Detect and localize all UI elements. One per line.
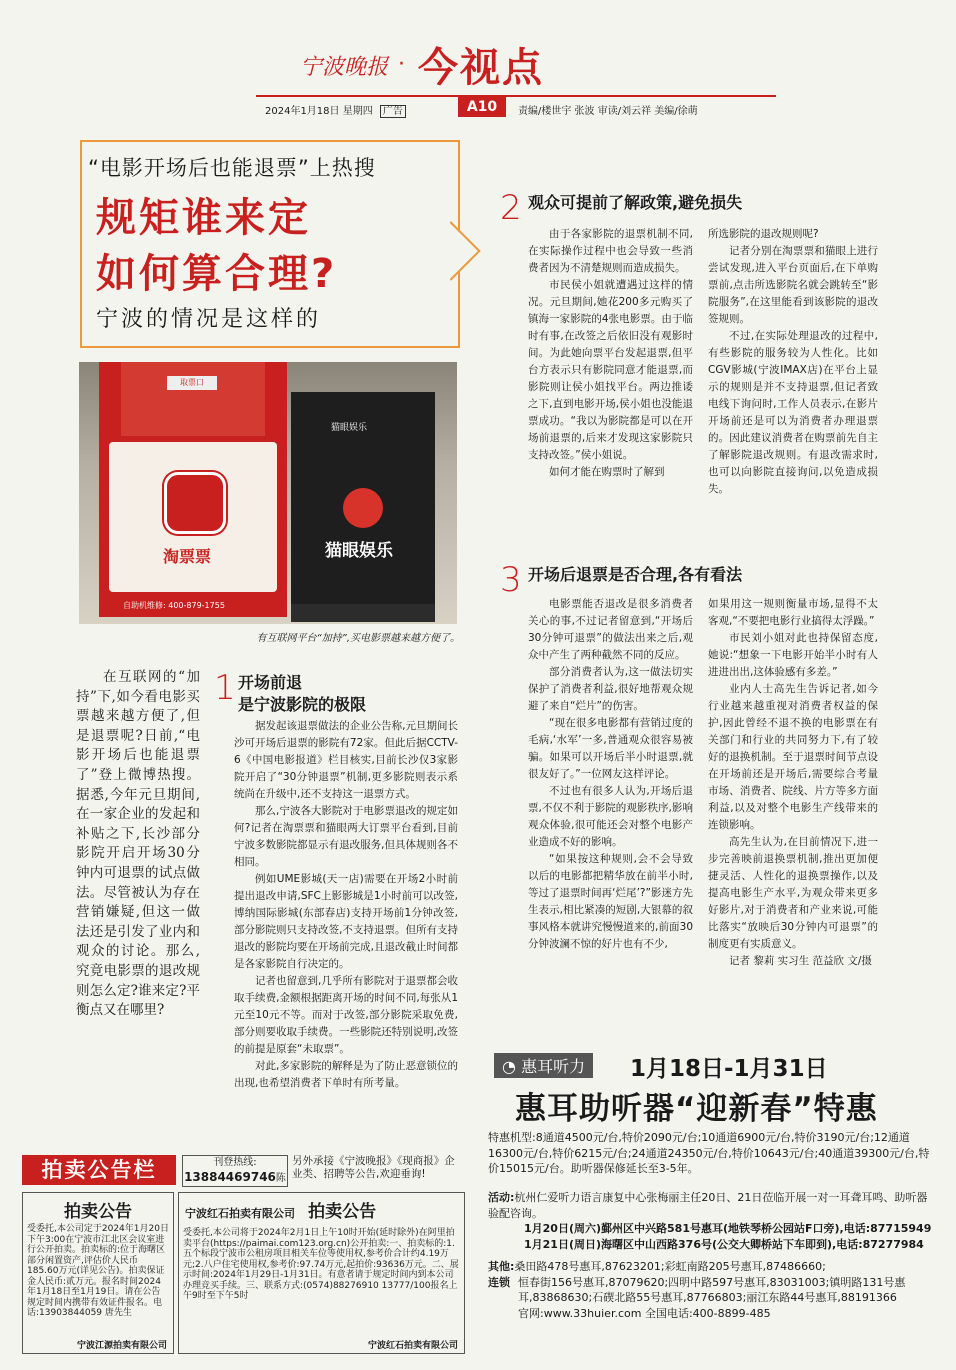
ad-chain-text: 恒春街156号惠耳,87079620;四明中路597号惠耳,83031003;镇明路131号惠耳,83868630;石碶北路55号惠耳,87766803;丽江东路44号惠耳,88191366 [518, 1275, 906, 1304]
section-3-paragraph: 不过也有很多人认为,开场后退票,不仅不利于影院的观影秩序,影响观众体验,很可能还会对整个电影产业造成不好的影响。 [528, 785, 693, 848]
dateline-tag: 广告 [380, 105, 406, 118]
section-3-paragraph: 业内人士高先生告诉记者,如今行业越来越重视对消费者权益的保护,因此曾经不退不换的电影票在有关部门和行业的共同努力下,有了较好的退换机制。至于退票时间节点设在开场前还是开场后,需要综合考量市场、消费者、院线、片方等多方面利益,以及对整个电影生产线带来的连锁影响。 [708, 683, 878, 831]
ad-other-text: 桑田路478号惠耳,87623201;彩虹南路205号惠耳,87486660; [514, 1260, 826, 1273]
section-1-paragraph: 那么,宁波各大影院对于电影票退改的规定如何?记者在淘票票和猫眼两大订票平台看到,目前宁波多数影院都显示有退改服务,但具体规则各不相同。 [234, 805, 458, 868]
masthead-section-title: 今视点 [418, 45, 544, 91]
section-1-title-line2: 是宁波影院的极限 [238, 695, 367, 714]
section-3-paragraph: 如果用这一规则衡量市场,显得不太客观,“不要把电影行业搞得太浮躁。” [708, 598, 878, 627]
section-3-col-a [528, 596, 693, 953]
auction-right-footer: 宁波红石拍卖有限公司 [367, 1341, 458, 1351]
auction-hotline [182, 1155, 288, 1187]
kiosk-left-brand: 淘票票 [163, 547, 212, 566]
lead-paragraph: 在互联网的“加持”下,如今看电影买票越来越方便了,但是退票呢?日前,“电影开场后也能退票了”登上微博热搜。据悉,今年元旦期间,在一家企业的发起和补贴之下,长沙部分影院开启开场30分钟内可退票的试点做法。尽管被认为存在营销嫌疑,但这一做法还是引发了业内和观众的讨论。那么,究竟电影票的退改规则怎么定?谁来定?平衡点又在哪里? [76, 669, 200, 1019]
kiosk-ticket-slot: 取票口 [167, 376, 217, 390]
headline-subhead: 宁波的情况是这样的 [96, 307, 322, 332]
section-2-paragraph: 由于各家影院的退票机制不同,在实际操作过程中也会导致一些消费者因为不清楚规则而造成损失。 [528, 228, 693, 274]
section-2-paragraph: 如何才能在购票时了解到 [549, 466, 665, 478]
auction-right-text: 受委托,本公司将于2024年2月1日上午10时开始(延时除外)在阿里拍卖平台(https://paimai.com123.org.cn)公开拍卖:一、拍卖标的:1.五个标段宁波市公租房项目相关车位等使用权,参考价合计约4.19万元;2.八户住宅使用权,参考价:97.74万元,起拍价:93636万元。二、展示时间:2024年1月29日-1月31日。有意者请于规定时间内到本公司办理竞买手续。三、联系方式:(0574)88276910 13777/100报名上午9时至下午5时 [183, 1228, 459, 1301]
auction-left-text: 受委托,本公司定于2024年1月20日下午3:00在宁波市江北区会议室进行公开拍卖。拍卖标的:位于海曙区部分闲置资产,评估价人民币185.60万元(详见公告)。拍卖保证金人民币:贰万元。报名时间2024年1月18日至1月19日。请在公告规定时间内携带有效证件报名。电话:13903844059 唐先生 [27, 1224, 169, 1318]
ad-other-label: 其他: [488, 1260, 515, 1273]
maoyan-kiosk [291, 392, 435, 622]
ad-brand-name: 惠耳听力 [521, 1057, 586, 1076]
kiosk-right-brand: 猫眼娱乐 [325, 541, 393, 561]
page-number: A10 [458, 97, 506, 117]
ad-price-list: 特惠机型:8通道4500元/台,特价2090元/台;10通道6900元/台,特价3190元/台;12通道16300元/台,特价6215元/台;24通道24350元/台,特价10643元/台;40通道39300元/台,特价15015元/台。助听器保修延长至3-5年。 [488, 1131, 930, 1175]
auction-left-footer: 宁波江源拍卖有限公司 [76, 1341, 167, 1351]
section-2-paragraph: 所选影院的退改规则呢? [708, 228, 819, 240]
ad-event-line: 1月21日(周日)海曙区中山西路376号(公交大卿桥站下车即到),电话:87277984 [524, 1237, 924, 1251]
auction-hotline-label: 刊登热线: [213, 1157, 257, 1168]
dateline [265, 102, 406, 117]
taopiaopiao-logo-icon [164, 472, 226, 534]
masthead-separator: · [398, 52, 405, 77]
auction-left-title: 拍卖公告 [64, 1202, 132, 1222]
article-photo [79, 362, 457, 624]
section-1-number: 1 [214, 668, 236, 708]
editor-credits: 责编/楼世宇 张波 审读/刘云祥 美编/徐萌 [518, 106, 698, 117]
photo-caption: 有互联网平台“加持”,买电影票越来越方便了。 [256, 633, 460, 644]
kiosk-left-footer: 自助机维修: 400-879-1755 [123, 601, 225, 610]
headline-kicker: “电影开场后也能退票”上热搜 [88, 156, 376, 180]
auction-hotline-number: 13884469746 [184, 1170, 276, 1184]
taopiaopiao-kiosk [99, 362, 287, 617]
headline-main-line2: 如何算合理? [96, 251, 338, 297]
masthead-rule [256, 95, 776, 97]
section-2-paragraph: 不过,在实际处理退改的过程中,有些影院的服务较为人性化。比如CGV影城(宁波IMAX店)在平台上显示的规则是并不支持退票,但记者致电线下询问时,工作人员表示,在影片开场前还是可以为消费者办理退票的。因此建议消费者在购票前先自主了解影院退改规则。有退改需求时,也可以向影院直接询问,以免造成损失。 [708, 330, 878, 495]
ad-chain-label: 连锁 [488, 1275, 510, 1289]
section-2-number: 2 [500, 188, 522, 228]
ad-brand-logo [494, 1053, 593, 1078]
auction-right-company: 宁波红石拍卖有限公司 [185, 1207, 295, 1220]
section-1-paragraph: 例如UME影城(天一店)需要在开场2小时前提出退改申请,SFC上影影城是1小时前可以改签,博纳国际影城(东部春店)支持开场前1分钟改签,部分影院则只支持改签,不支持退票。但所有支持退改的影院均要在开场前完成,且退改截止时间都是各家影院自行决定的。 [234, 873, 458, 970]
auction-notice-left [22, 1192, 174, 1354]
section-2-title: 观众可提前了解政策,避免损失 [528, 193, 743, 212]
auction-board-header: 拍卖公告栏 [22, 1155, 176, 1185]
section-1-title-line1: 开场前退 [238, 673, 303, 692]
kiosk-right-top: 猫眼娱乐 [331, 423, 368, 433]
ad-store-list [488, 1259, 938, 1321]
section-2-paragraph: 市民侯小姐就遭遇过这样的情况。元旦期间,她花200多元购买了镇海一家影院的4张电影票。由于临时有事,在改签之后依旧没有观影时间。为此她向票平台发起退票,但平台方表示只有影院同意才能退票,而影院则让侯小姐找平台。两边推诿之下,直到电影开场,侯小姐也没能退票成功。“我以为影院都是可以在开场前退票的,后来才发现这家影院只支持改签。”侯小姐说。 [528, 279, 693, 461]
auction-info: 另外承接《宁波晚报》《现商报》企业类、招聘等公告,欢迎垂询! [292, 1155, 455, 1180]
ad-event-line: 1月20日(周六)鄞州区中兴路581号惠耳(地铁琴桥公园站F口旁),电话:87715949 [524, 1222, 932, 1235]
section-2-paragraph: 记者分别在淘票票和猫眼上进行尝试发现,进入平台页面后,在下单购票前,点击所选影院名就会跳转至“影院服务”,在这里能看到该影院的退改签规则。 [708, 245, 878, 325]
headline-main-line1: 规矩谁来定 [96, 195, 311, 241]
section-3-title: 开场后退票是否合理,各有看法 [528, 565, 743, 584]
section-1-paragraph: 记者也留意到,几乎所有影院对于退票都会收取手续费,金额根据距离开场的时间不同,每张从1元至10元不等。而对于改签,部分影院采取免费,部分则要收取手续费。一些影院还特别说明,改签的前提是原套“未取票”。 [234, 975, 458, 1055]
section-3-paragraph: 部分消费者认为,这一做法切实保护了消费者利益,很好地帮观众规避了来自“烂片”的伤害。 [528, 666, 693, 712]
masthead-brand-logo: 宁波晚报 [300, 55, 389, 80]
section-3-paragraph: 市民刘小姐对此也持保留态度,她说:“想象一下电影开始半小时有人进进出出,这体验感有多差。” [708, 632, 878, 678]
section-2-col-a [528, 226, 693, 481]
section-1-body [234, 718, 458, 1092]
section-3-paragraph: 高先生认为,在目前情况下,进一步完善映前退换票机制,推出更加便捷灵活、人性化的退换票操作,以及提高电影生产水平,为观众带来更多好影片,对于消费者和产业来说,可能比落实“放映后30分钟内可退票”的制度更有实质意义。 [708, 836, 878, 950]
section-1-paragraph: 据发起该退票做法的企业公告称,元旦期间长沙可开场后退票的影院有72家。但此后据CCTV-6《中国电影报道》栏目核实,目前长沙仅3家影院开启了“30分钟退票”机制,更多影院则表示系统尚在升级中,还不支持这一退票方式。 [234, 720, 458, 800]
maoyan-cat-icon [343, 488, 383, 528]
ad-event-text: 杭州仁爱听力语言康复中心张梅丽主任20日、21日莅临开展一对一耳聋耳鸣、助听器验配咨询。 [488, 1191, 928, 1220]
auction-hotline-suffix: 陈 [275, 1173, 286, 1184]
ad-event-label: 活动: [488, 1191, 515, 1204]
section-1-paragraph: 对此,多家影院的解释是为了防止恶意锁位的出现,也希望消费者下单时有所考量。 [234, 1060, 458, 1089]
auction-right-title: 拍卖公告 [308, 1202, 377, 1222]
ear-icon: ◔ [502, 1057, 516, 1076]
dateline-date: 2024年1月18日 星期四 [265, 106, 373, 117]
ad-event [488, 1190, 938, 1252]
section-3-paragraph: “如果按这种规则,会不会导致以后的电影都把精华放在前半小时,等过了退票时间再‘烂尾’?”影迷方先生表示,相比紧凑的短剧,大银幕的叙事风格本就讲究慢慢道来的,前面30分钟波澜不惊的好片也有不少, [528, 853, 693, 950]
section-3-byline: 记者 黎莉 实习生 范益欣 文/摄 [729, 955, 872, 967]
ad-dates: 1月18日-1月31日 [630, 1056, 828, 1082]
auction-notice-right [178, 1192, 465, 1354]
section-2-col-b [708, 226, 878, 498]
section-3-number: 3 [500, 560, 522, 600]
section-3-paragraph: 电影票能否退改是很多消费者关心的事,不过记者留意到,“开场后30分钟可退票”的做法出来之后,观众中产生了两种截然不同的反应。 [528, 598, 693, 661]
ad-title: 惠耳助听器“迎新春”特惠 [515, 1091, 878, 1127]
ad-website: 官网:www.33huier.com 全国电话:400-8899-485 [518, 1306, 771, 1320]
section-3-col-b [708, 596, 878, 970]
section-3-paragraph: “现在很多电影都有营销过度的毛病,‘水军’一多,普通观众很容易被骗。如果可以开场后半小时退票,就很友好了。”一位网友这样评论。 [528, 717, 693, 780]
